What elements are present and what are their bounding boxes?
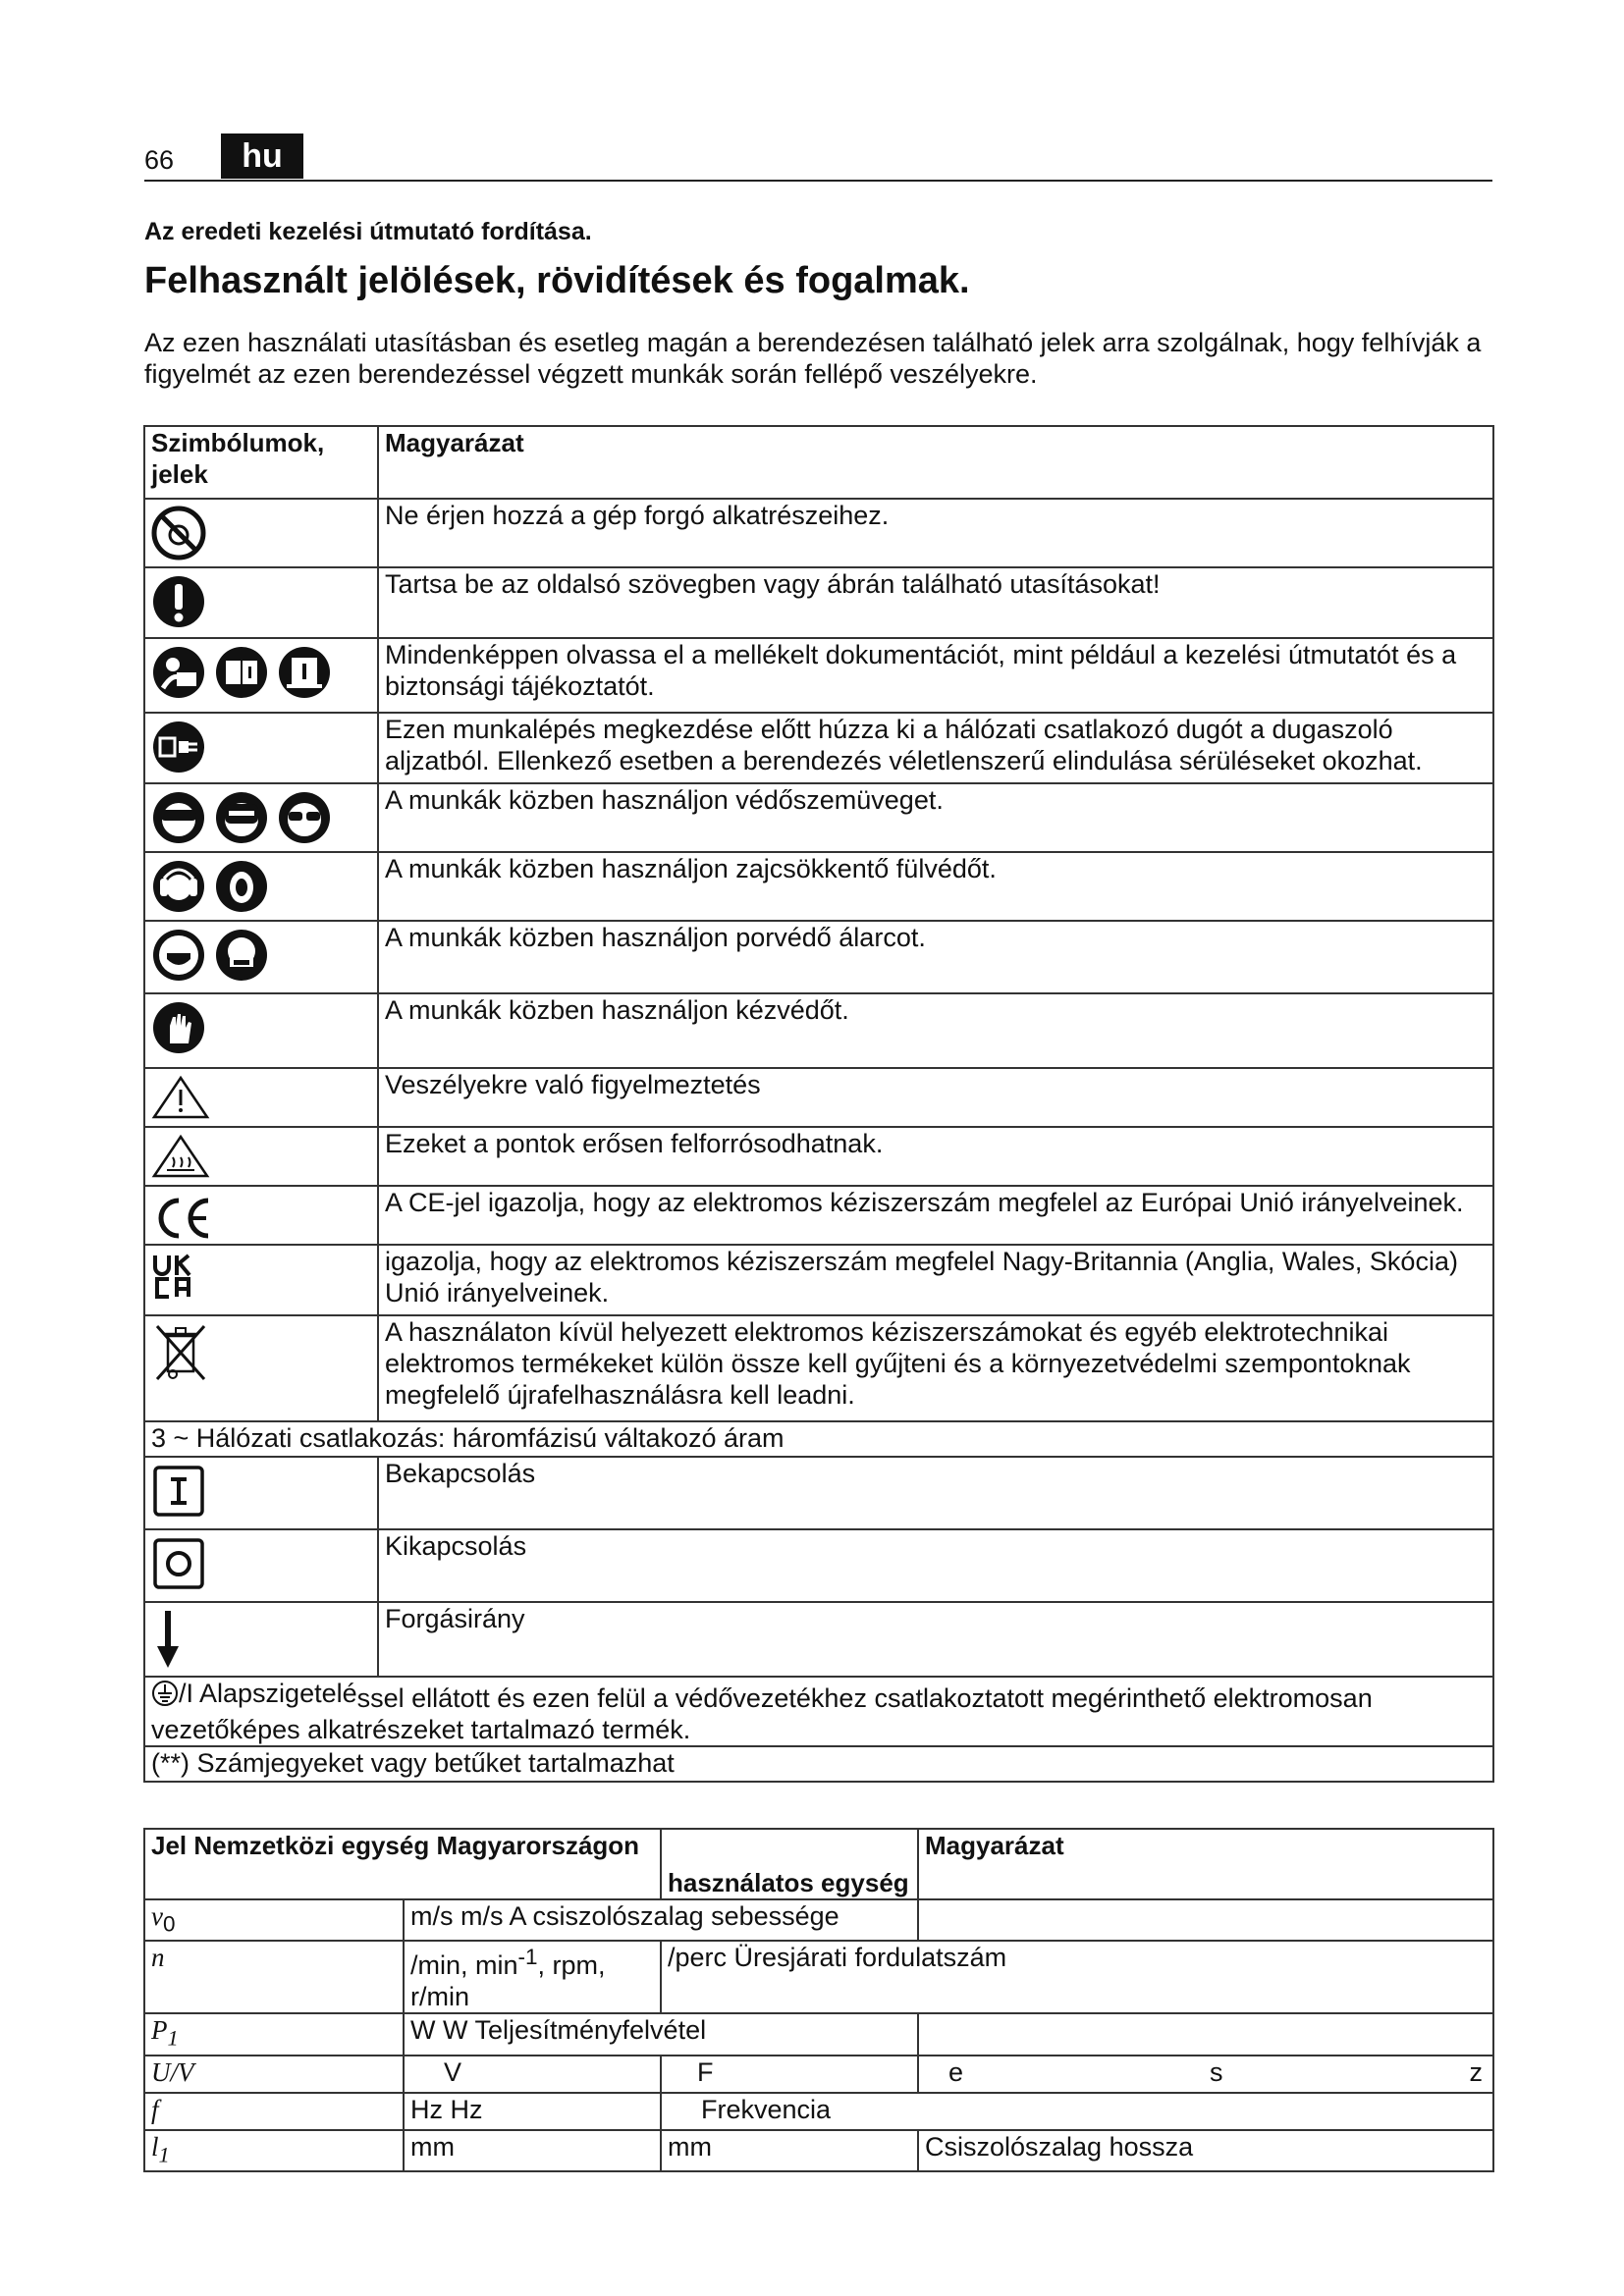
explanation-cell: igazolja, hogy az elektromos kéziszerszám megfelel Nagy-Britannia (Anglia, Wales, Skócia) Unió irányelveinek. [378,1245,1493,1315]
symbol-cell [144,713,378,783]
header-rule [144,180,1492,182]
symbol-cell [144,1315,378,1421]
unit-symbol: f [144,2093,404,2130]
protection-class-label: /I Alapszigetelé [179,1679,357,1708]
unit-cell: F [661,2056,918,2093]
unit-explanation: Csiszolószalag hossza [918,2130,1493,2171]
explanation-cell: Veszélyekre való figyelmeztetés [378,1068,1493,1127]
unit-explanation [918,1899,1493,1941]
symbol-cell [144,1127,378,1186]
explanation-cell: Ezen munkalépés megkezdése előtt húzza ki a hálózati csatlakozó dugót a dugaszoló aljzatból. Ellenkező esetben a berendezés véletlenszerű elindulása sérüléseket okozhat. [378,713,1493,783]
symbol-cell [144,1186,378,1245]
col-header-symbols: Szimbólumok, jelek [144,426,378,499]
unit-symbol: $v_0$ [144,1899,404,1941]
unit-cell: Hz Hz [404,2093,661,2130]
language-badge: hu [221,133,303,179]
symbol-cell [144,993,378,1068]
explanation-cell: A használaton kívül helyezett elektromos kéziszerszámokat és egyéb elektrotechnikai elektromos termékeket külön össze kell gyűjteni és a környezetvédelmi szempontoknak megfelelő újrafelhasználásra kell leadni. [378,1315,1493,1421]
intro-paragraph: Az ezen használati utasításban és esetleg magán a berendezésen található jelek arra szolgálnak, hogy felhívják a figyelmét az ezen berendezéssel végzett munkák során fellépő veszélyekre. [144,328,1482,389]
symbol-cell [144,499,378,567]
units-header-explanation: Magyarázat [918,1829,1493,1899]
protection-class-text: ssel ellátott és ezen felül a védővezetékhez csatlakoztatott megérinthető elektromosan vezetőképes alkatrészeket tartalmazó termék. [151,1683,1373,1744]
unit-explanation: e s z [918,2056,1493,2093]
unit-cell: /min, $\min^{-1}$, rpm, r/min [404,1941,661,2013]
explanation-cell: A munkák közben használjon védőszemüveget. [378,783,1493,852]
explanation-cell: Mindenképpen olvassa el a mellékelt dokumentációt, mint például a kezelési útmutatót és a biztonsági tájékoztatót. [378,638,1493,713]
ear-protection-icon [151,859,206,914]
protective-earth-icon [151,1680,179,1707]
switch-on-icon [151,1464,206,1519]
col-header-explanation: Magyarázat [378,426,1493,499]
page-title: Felhasznált jelölések, rövidítések és fogalmak. [144,260,970,301]
symbol-cell [144,567,378,638]
units-table [143,1828,1494,2172]
unit-cell: W W Teljesítményfelvétel [404,2013,918,2055]
symbol-cell [144,783,378,852]
explanation-cell: Tartsa be az oldalsó szövegben vagy ábrán található utasításokat! [378,567,1493,638]
unit-symbol: $P_1$ [144,2013,404,2055]
read-manual-icon [151,645,206,700]
explanation-cell: A munkák közben használjon zajcsökkentő fülvédőt. [378,852,1493,921]
footnote-row: (**) Számjegyeket vagy betűket tartalmazhat [144,1746,1493,1782]
symbol-cell [144,1245,378,1315]
symbol-cell [144,921,378,993]
weee-bin-icon [151,1322,210,1383]
symbol-cell [144,638,378,713]
explanation-cell: A munkák közben használjon porvédő álarcot. [378,921,1493,993]
unit-symbol: $l_1$ [144,2130,404,2171]
unit-cell: mm [661,2130,918,2171]
unit-symbol: n [144,1941,404,2013]
units-header-symbol: Jel Nemzetközi egység Magyarországon [144,1829,661,1899]
explanation-cell: A munkák közben használjon kézvédőt. [378,993,1493,1068]
symbols-table [143,425,1494,1783]
warning-triangle-icon [151,1075,210,1120]
symbol-cell [144,852,378,921]
exclamation-icon [151,574,206,629]
symbol-cell [144,1457,378,1529]
unit-cell: m/s m/s A csiszolószalag sebessége [404,1899,918,1941]
unit-symbol: U/V [144,2056,404,2093]
explanation-cell: Bekapcsolás [378,1457,1493,1529]
explanation-cell: Ezeket a pontok erősen felforrósodhatnak. [378,1127,1493,1186]
explanation-cell: Ne érjen hozzá a gép forgó alkatrészeihez. [378,499,1493,567]
hot-surface-icon [151,1134,210,1179]
ukca-mark-icon [151,1252,196,1301]
switch-off-icon [151,1536,206,1591]
subtitle: Az eredeti kezelési útmutató fordítása. [144,218,592,245]
protection-class-row [144,1677,1493,1746]
ear-muff-icon [214,859,269,914]
unit-cell: V [404,2056,661,2093]
page-number: 66 [144,145,175,175]
rotation-direction-icon [155,1609,181,1670]
manual-book-icon [214,645,269,700]
gloves-icon [151,1000,206,1055]
no-touch-rotating-icon [151,506,206,561]
goggles-icon [151,790,206,845]
units-header-hu-unit: használatos egység [661,1829,918,1899]
ce-mark-icon [151,1193,216,1242]
unit-explanation [918,2013,1493,2055]
unit-cell: Frekvencia [661,2093,1493,2130]
face-shield-icon [214,790,269,845]
explanation-cell: Kikapcsolás [378,1529,1493,1602]
symbol-cell [144,1602,378,1677]
dust-mask-icon [151,928,206,983]
symbol-cell [144,1068,378,1127]
safety-glasses-icon [277,790,332,845]
respirator-icon [214,928,269,983]
explanation-cell: A CE-jel igazolja, hogy az elektromos kéziszerszám megfelel az Európai Unió irányelveinek. [378,1186,1493,1245]
unit-cell: /perc Üresjárati fordulatszám [661,1941,1493,2013]
manual-info-icon [277,645,332,700]
symbol-cell [144,1529,378,1602]
three-phase-row: 3 ~ Hálózati csatlakozás: háromfázisú váltakozó áram [144,1421,1493,1457]
unplug-icon [151,720,206,774]
unit-cell: mm [404,2130,661,2171]
explanation-cell: Forgásirány [378,1602,1493,1677]
